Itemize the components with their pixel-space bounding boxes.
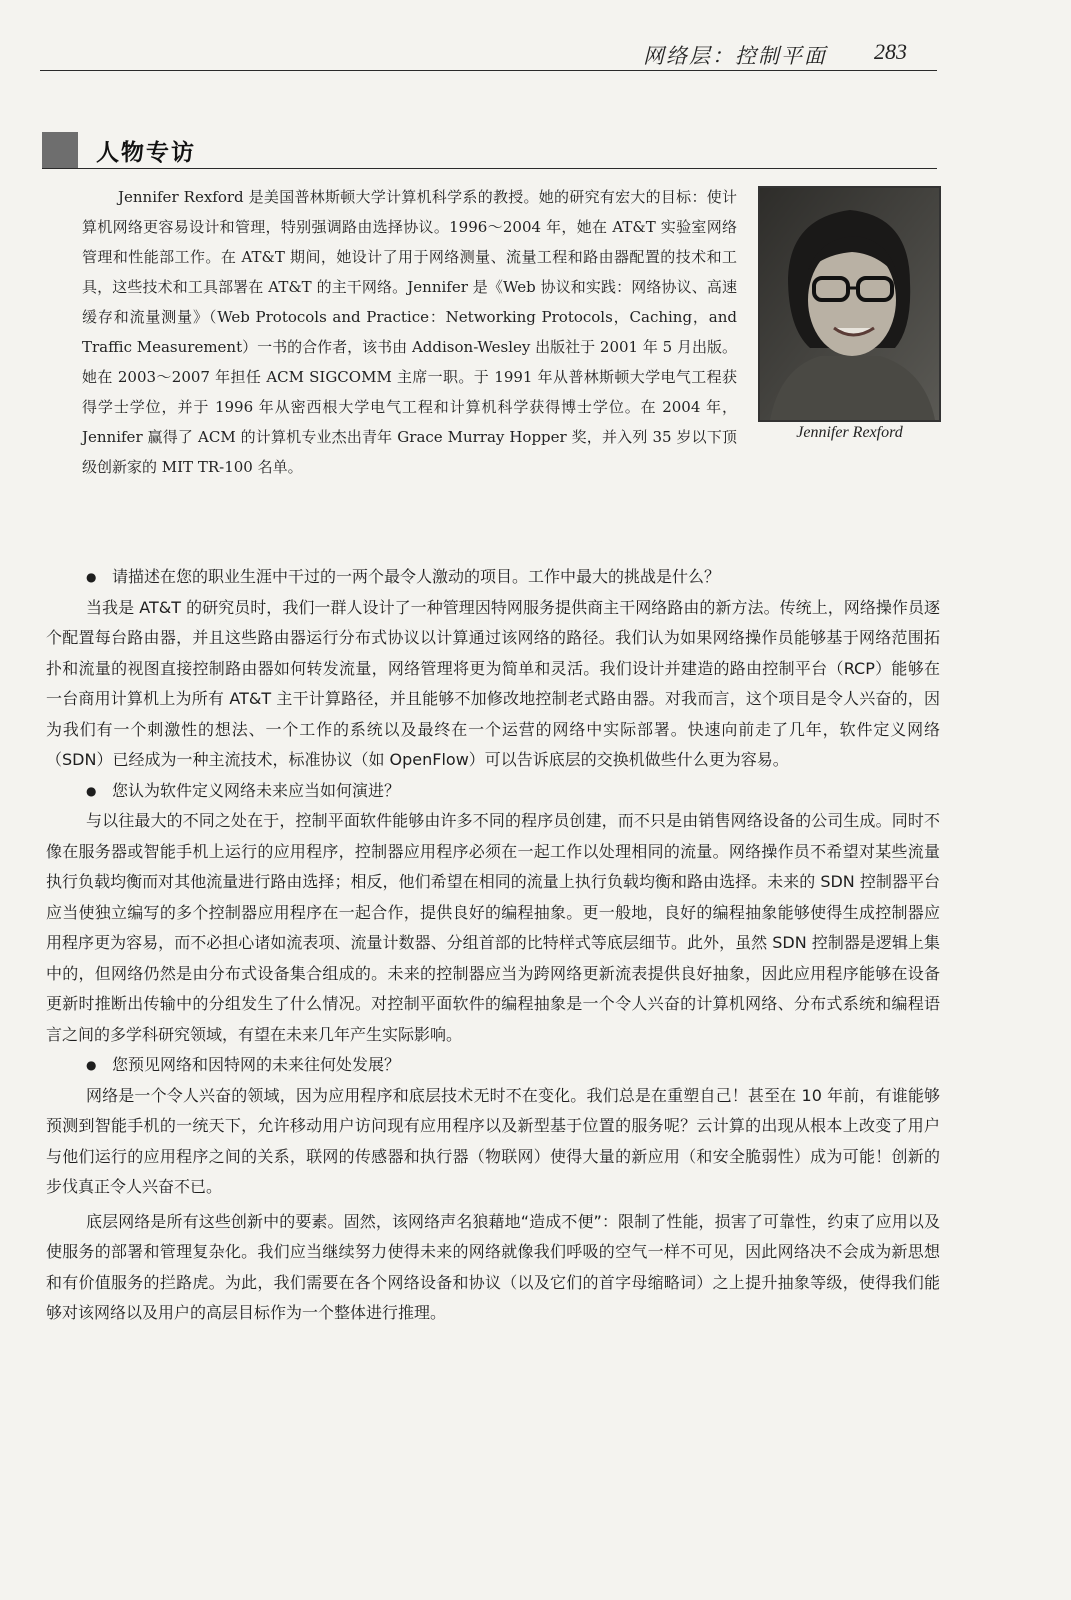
answer-2-paragraph-1: 与以往最大的不同之处在于，控制平面软件能够由许多不同的程序员创建，而不只是由销售网络设备的公司生成。同时不像在服务器或智能手机上运行的应用程序，控制器应用程序必须在一起工作以处理相同的流量。网络操作员不希望对某些流量执行负载均衡而对其他流量进行路由选择；相反，他们希望在相同的流量上执行负载均衡和路由选择。未来的 SDN 控制器平台应当使独立编写的多个控制器应用程序在一起合作，提供良好的编程抽象。更一般地，良好的编程抽象能够使得生成控制器应用程序更为容易，而不必担心诸如流表项、流量计数器、分组首部的比特样式等底层细节。此外，虽然 SDN 控制器是逻辑上集中的，但网络仍然是由分布式设备集合组成的。未来的控制器应当为跨网络更新流表提供良好抽象，因此应用程序能够在设备更新时推断出传输中的分组发生了什么情况。对控制平面软件的编程抽象是一个令人兴奋的计算机网络、分布式系统和编程语言之间的多学科研究领域，有望在未来几年产生实际影响。 <box>46 811 940 1044</box>
question-1 <box>46 562 940 593</box>
interview-body <box>46 562 940 1329</box>
running-head-title: 网络层：控制平面 <box>643 44 827 68</box>
bullet-icon: ● <box>86 783 97 798</box>
question-3 <box>46 1050 940 1081</box>
answer-3-paragraph-1: 网络是一个令人兴奋的领域，因为应用程序和底层技术无时不在变化。我们总是在重塑自己！甚至在 10 年前，有谁能够预测到智能手机的一统天下，允许移动用户访问现有应用程序以及新型基于位置的服务呢？云计算的出现从根本上改变了用户与他们运行的应用程序之间的关系，联网的传感器和执行器（物联网）使得大量的新应用（和安全脆弱性）成为可能！创新的步伐真正令人兴奋不已。 <box>46 1085 940 1196</box>
question-text: 您预见网络和因特网的未来往何处发展？ <box>112 1055 401 1074</box>
section-header <box>42 132 937 169</box>
answer-3-paragraph-2: 底层网络是所有这些创新中的要素。固然，该网络声名狼藉地“造成不便”：限制了性能，损害了可靠性，约束了应用以及使服务的部署和管理复杂化。我们应当继续努力使得未来的网络就像我们呼吸的空气一样不可见，因此网络决不会成为新思想和有价值服务的拦路虎。为此，我们需要在各个网络设备和协议（以及它们的首字母缩略词）之上提升抽象等级，使得我们能够对该网络以及用户的高层目标作为一个整体进行推理。 <box>46 1211 940 1322</box>
running-head <box>40 38 937 71</box>
question-2 <box>46 776 940 807</box>
answer-1-paragraph-1: 当我是 AT&T 的研究员时，我们一群人设计了一种管理因特网服务提供商主干网络路由的新方法。传统上，网络操作员逐个配置每台路由器，并且这些路由器运行分布式协议以计算通过该网络的路径。我们认为如果网络操作员能够基于网络范围拓扑和流量的视图直接控制路由器如何转发流量，网络管理将更为简单和灵活。我们设计并建造的路由控制平台（RCP）能够在一台商用计算机上为所有 AT&T 主干计算路径，并且能够不加修改地控制老式路由器。对我而言，这个项目是令人兴奋的，因为我们有一个刺激性的想法、一个工作的系统以及最终在一个运营的网络中实际部署。快速向前走了几年，软件定义网络（SDN）已经成为一种主流技术，标准协议（如 OpenFlow）可以告诉底层的交换机做些什么更为容易。 <box>46 597 940 769</box>
portrait-photo <box>758 186 941 422</box>
section-marker-block <box>42 132 78 168</box>
bullet-icon: ● <box>86 570 97 584</box>
question-text: 您认为软件定义网络未来应当如何演进？ <box>112 780 401 800</box>
page-number: 283 <box>874 39 907 64</box>
question-text: 请描述在您的职业生涯中干过的一两个最令人激动的项目。工作中最大的挑战是什么？ <box>112 567 721 586</box>
bullet-icon: ● <box>86 1058 97 1072</box>
section-title: 人物专访 <box>96 140 196 166</box>
photo-caption: Jennifer Rexford <box>796 424 903 441</box>
portrait-image <box>760 188 939 420</box>
bio-paragraph: Jennifer Rexford 是美国普林斯顿大学计算机科学系的教授。她的研究有宏大的目标：使计算机网络更容易设计和管理，特别强调路由选择协议。1996～2004 年，她在 AT&T 实验室网络管理和性能部工作。在 AT&T 期间，她设计了用于网络测量、流量工程和路由器配置的技术和工具，这些技术和工具部署在 AT&T 的主干网络。Jennifer 是《Web 协议和实践：网络协议、高速缓存和流量测量》（Web Protocols and Practice：Networking Protocols，Caching，and Traffic Measurement）一书的合作者，该书由 Addison-Wesley 出版社于 2001 年 5 月出版。她在 2003～2007 年担任 ACM SIGCOMM 主席一职。于 1991 年从普林斯顿大学电气工程获得学士学位，并于 1996 年从密西根大学电气工程和计算机科学获得博士学位。在 2004 年，Jennifer 赢得了 ACM 的计算机专业杰出青年 Grace Murray Hopper 奖，并入列 35 岁以下顶级创新家的 MIT TR-100 名单。 <box>82 188 737 476</box>
